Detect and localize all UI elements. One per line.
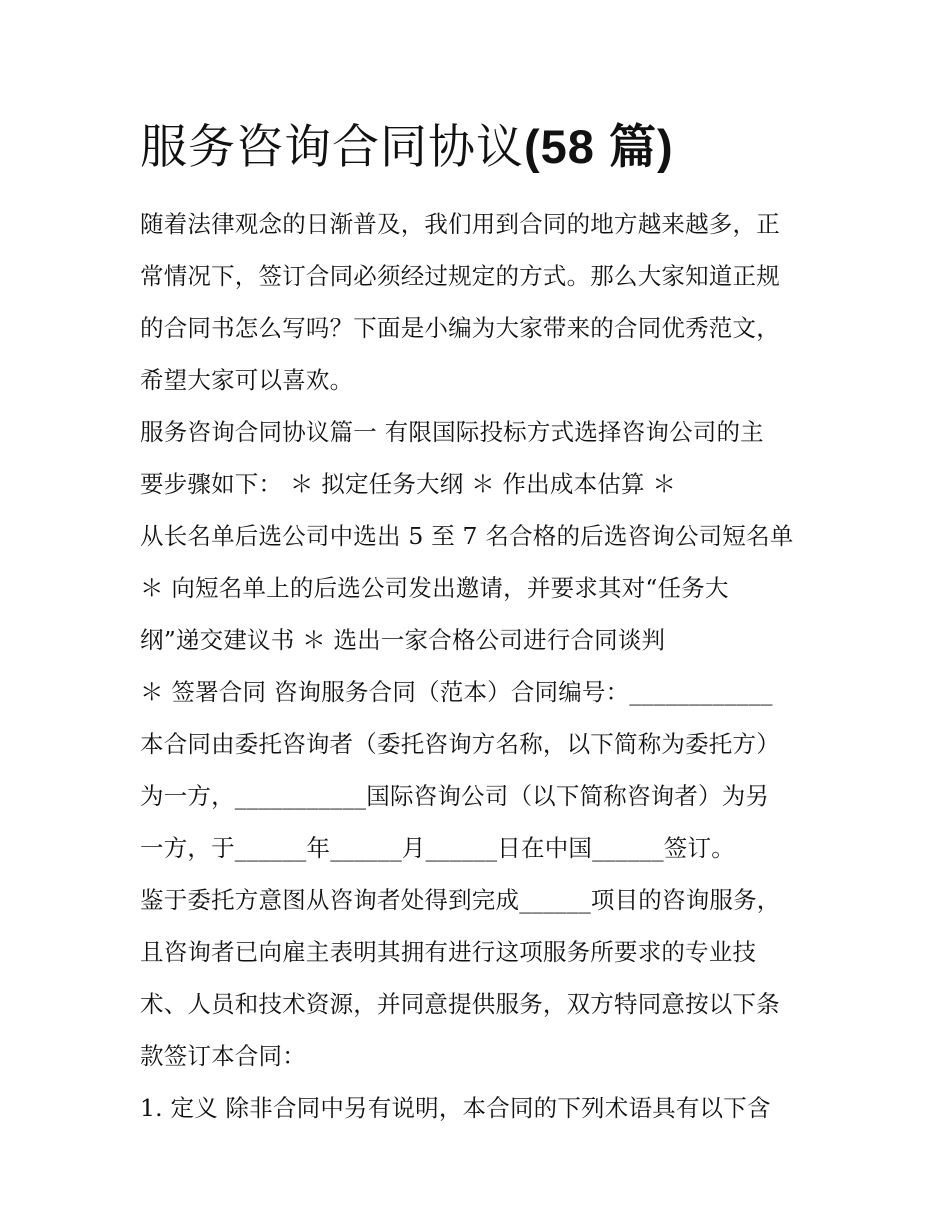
body-line: 款签订本合同： — [140, 1042, 306, 1070]
body-line: 随着法律观念的日渐普及，我们用到合同的地方越来越多，正 — [140, 210, 780, 238]
body-line: 要步骤如下： ＊ 拟定任务大纲 ＊ 作出成本估算 ＊ — [140, 470, 677, 498]
body-line: 从长名单后选公司中选出 5 至 7 名合格的后选咨询公司短名单 — [140, 522, 794, 550]
document-body — [140, 198, 820, 1134]
body-line: 服务咨询合同协议篇一 有限国际投标方式选择咨询公司的主 — [140, 418, 764, 446]
body-line: 纲”递交建议书 ＊ 选出一家合格公司进行合同谈判 — [140, 626, 666, 654]
body-line: 常情况下，签订合同必须经过规定的方式。那么大家知道正规 — [140, 262, 780, 290]
body-line: 且咨询者已向雇主表明其拥有进行这项服务所要求的专业技 — [140, 938, 757, 966]
title-suffix: (58 篇) — [524, 120, 674, 173]
body-line: ＊ 签署合同 咨询服务合同（范本）合同编号：____________ — [140, 678, 773, 706]
body-line: 术、人员和技术资源，并同意提供服务，双方特同意按以下条 — [140, 990, 780, 1018]
body-line: 1. 定义 除非合同中另有说明，本合同的下列术语具有以下含 — [140, 1094, 771, 1122]
body-line: 的合同书怎么写吗？下面是小编为大家带来的合同优秀范文， — [140, 314, 780, 342]
body-line: 希望大家可以喜欢。 — [140, 366, 354, 394]
title-main: 服务咨询合同协议 — [140, 120, 524, 175]
body-line: 一方，于______年______月______日在中国______签订。 — [140, 834, 735, 862]
document-title — [140, 112, 840, 183]
body-line: 本合同由委托咨询者（委托咨询方名称，以下简称为委托方） — [140, 730, 780, 758]
body-line: 为一方，___________国际咨询公司（以下简称咨询者）为另 — [140, 782, 770, 810]
body-line: ＊ 向短名单上的后选公司发出邀请，并要求其对“任务大 — [140, 574, 729, 602]
body-line: 鉴于委托方意图从咨询者处得到完成______项目的咨询服务， — [140, 886, 781, 914]
